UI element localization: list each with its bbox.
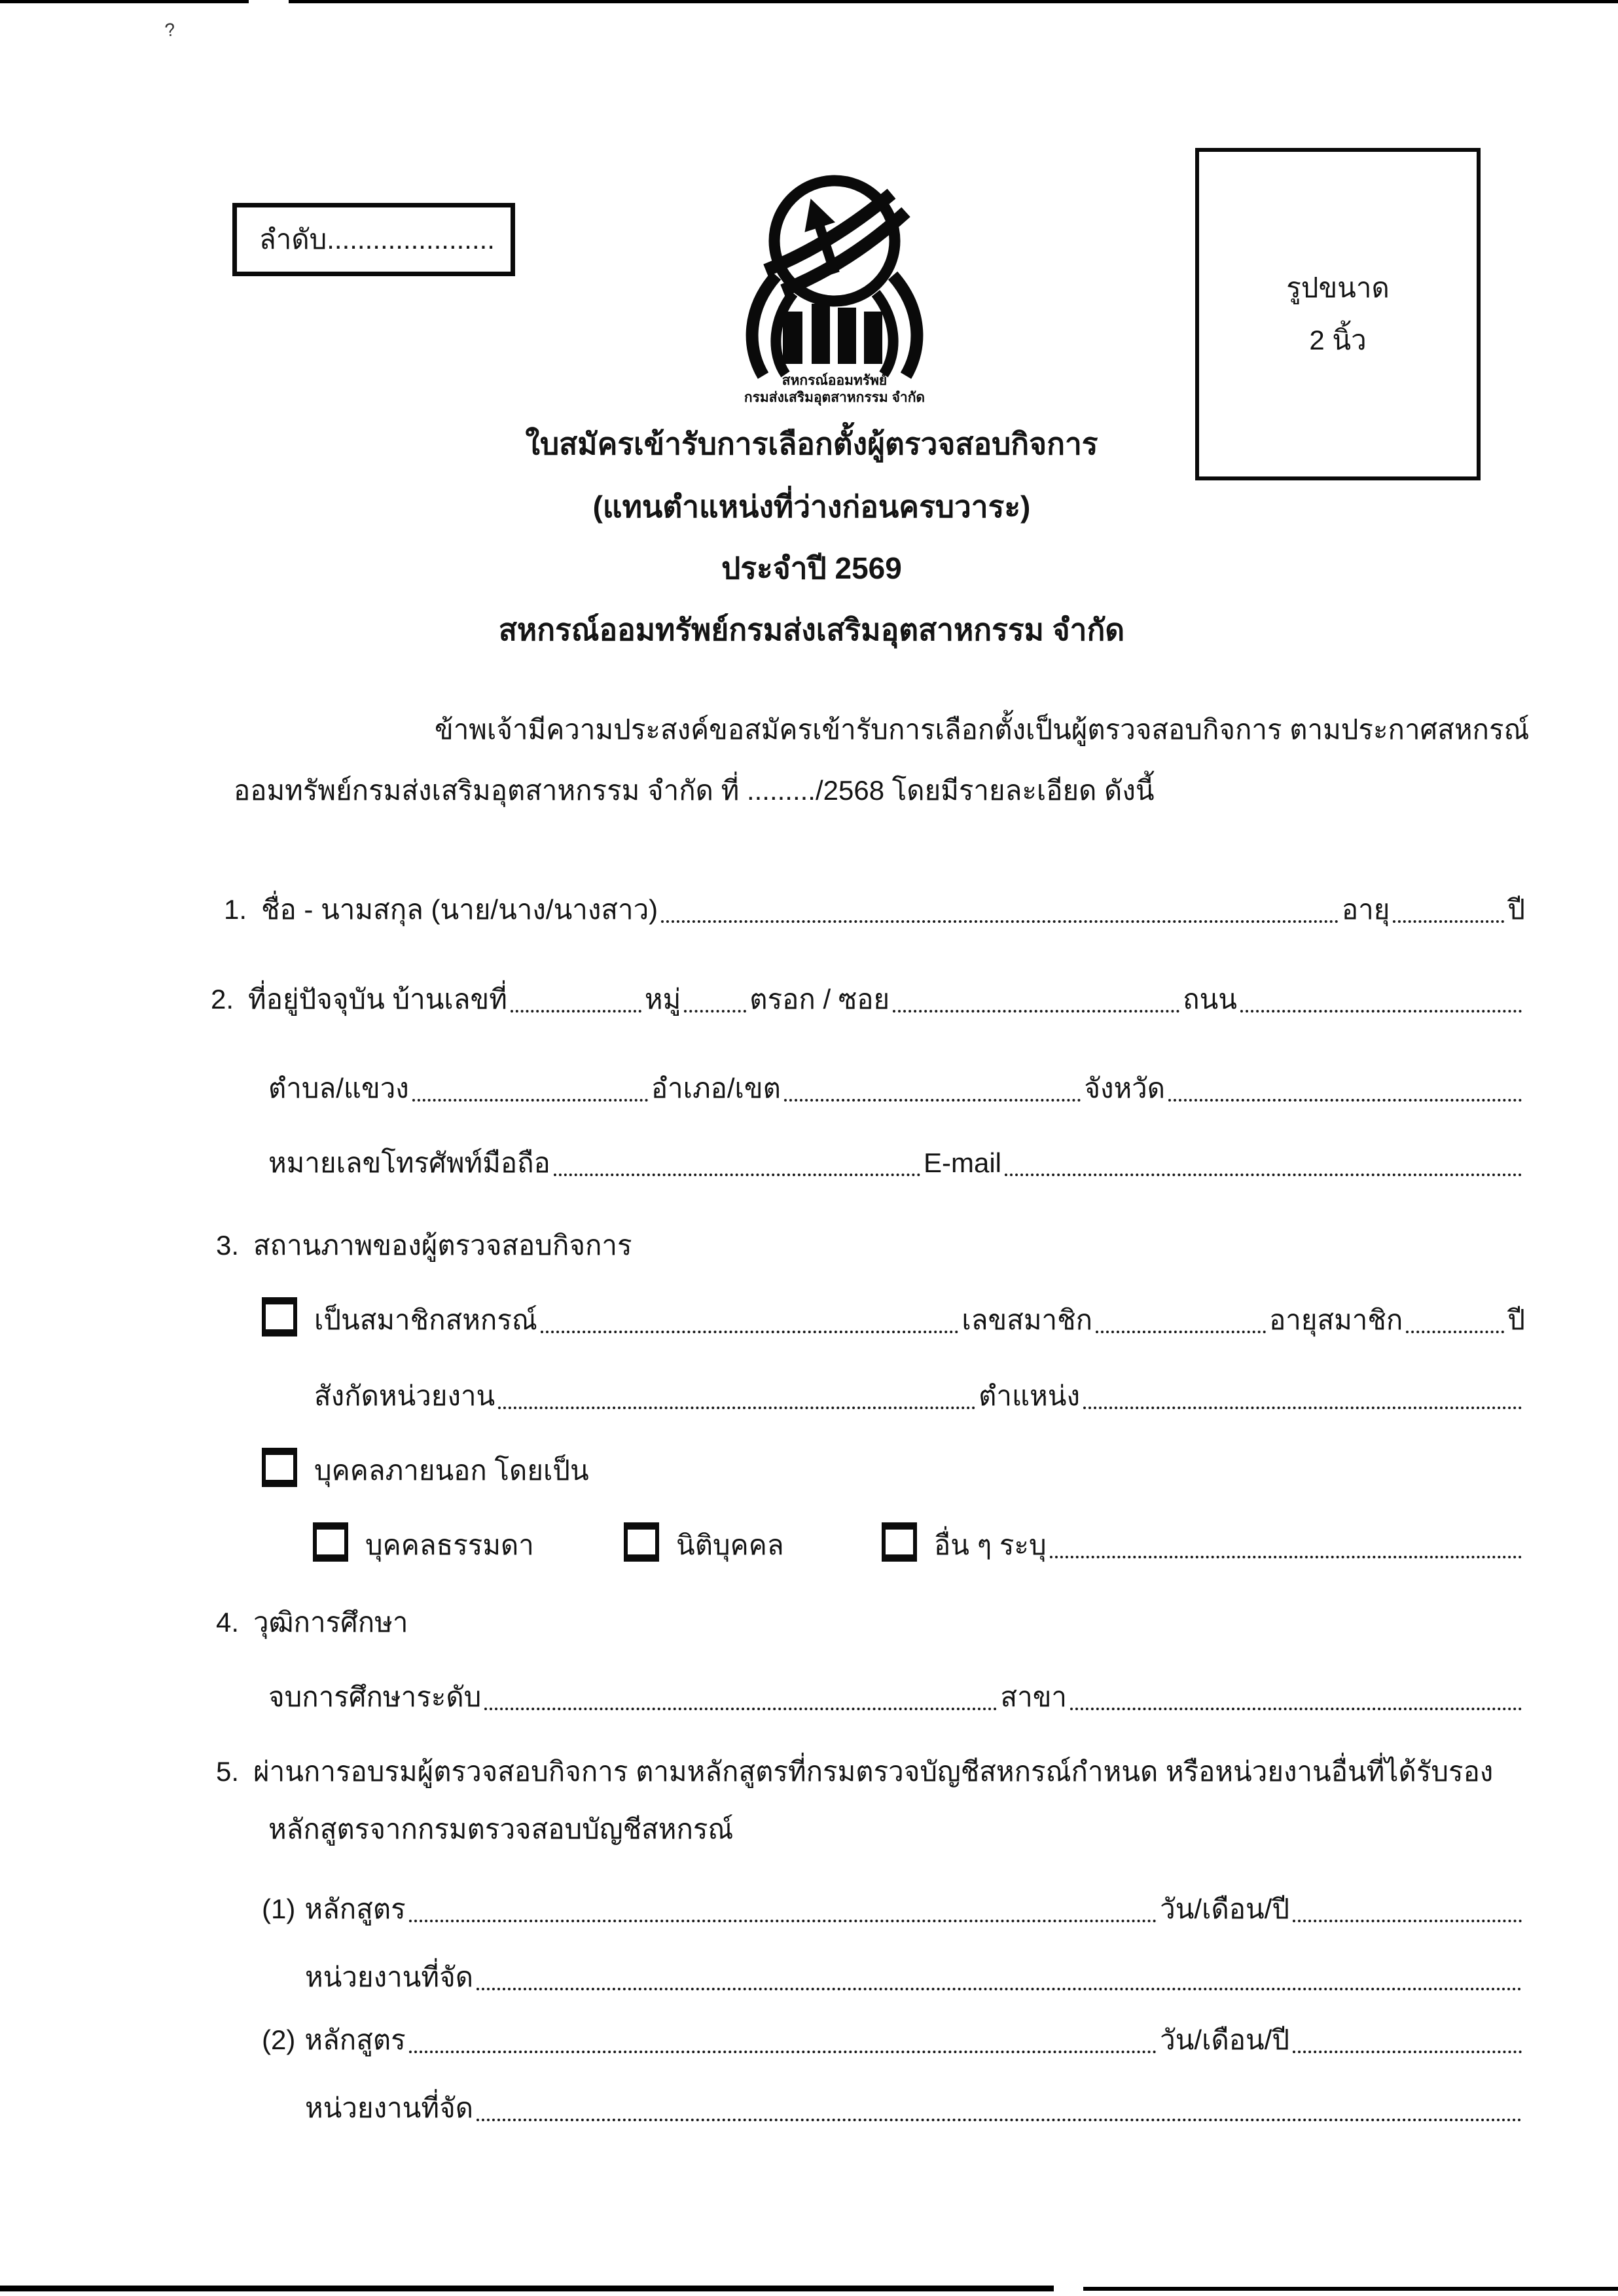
member-age-unit-label: ปี — [1507, 1304, 1525, 1336]
course1-date-label: วัน/เดือน/ปี — [1160, 1893, 1289, 1925]
course1-label: หลักสูตร — [304, 1893, 406, 1925]
field-row-degree — [268, 1674, 1525, 1716]
item3-number: 3. — [216, 1230, 240, 1261]
soi-label: ตรอก / ซอย — [749, 984, 890, 1015]
form-title-year: ประจำปี 2569 — [721, 551, 902, 585]
order-number-label: ลำดับ...................... — [259, 224, 495, 255]
field-row-course2 — [262, 2017, 1525, 2059]
member-label: เป็นสมาชิกสหกรณ์ — [314, 1304, 537, 1336]
outsider-label: บุคคลภายนอก โดยเป็น — [314, 1455, 589, 1486]
field-row-org1 — [305, 1954, 1525, 1996]
major-input-line[interactable] — [1070, 1708, 1522, 1710]
course2-label: หลักสูตร — [304, 2024, 406, 2056]
outsider-checkbox[interactable] — [262, 1448, 297, 1487]
unit-input-line[interactable] — [498, 1407, 975, 1409]
other-type-label: อื่น ๆ ระบุ — [934, 1530, 1047, 1561]
photo-size-value: 2 นิ้ว — [1309, 325, 1367, 355]
member-age-label: อายุสมาชิก — [1269, 1304, 1403, 1336]
position-input-line[interactable] — [1083, 1407, 1522, 1409]
age-label: อายุ — [1341, 894, 1390, 925]
member-name-input-line[interactable] — [541, 1331, 959, 1333]
field-row-course1 — [262, 1886, 1525, 1928]
org1-label: หน่วยงานที่จัด — [305, 1962, 473, 1993]
degree-label: จบการศึกษาระดับ — [268, 1681, 482, 1713]
other-type-input-line[interactable] — [1050, 1556, 1522, 1558]
position-label: ตำแหน่ง — [979, 1380, 1080, 1412]
field-row-education-header — [216, 1600, 408, 1641]
member-age-input-line[interactable] — [1406, 1331, 1504, 1333]
road-label: ถนน — [1183, 984, 1237, 1015]
phone-label: หมายเลขโทรศัพท์มือถือ — [268, 1147, 550, 1179]
natural-person-checkbox[interactable] — [313, 1522, 348, 1562]
training-header-line1: ผ่านการอบรมผู้ตรวจสอบกิจการ ตามหลักสูตรที่กรมตรวจบัญชีสหกรณ์กำหนด หรือหน่วยงานอื่นที่ได้รับรอง — [253, 1756, 1494, 1787]
course2-date-input-line[interactable] — [1293, 2051, 1522, 2053]
email-label: E-mail — [923, 1147, 1001, 1179]
cooperative-emblem-icon — [720, 169, 949, 406]
item5-number: 5. — [216, 1756, 240, 1787]
house-no-input-line[interactable] — [511, 1010, 641, 1013]
soi-input-line[interactable] — [893, 1010, 1179, 1013]
form-title-line2: (แทนตำแหน่งที่ว่างก่อนครบวาระ) — [592, 490, 1031, 524]
field-row-training-header — [216, 1749, 1493, 1791]
scan-artifact-top-right — [289, 0, 1618, 3]
logo-caption-line2: กรมส่งเสริมอุตสาหกรรม จำกัด — [744, 390, 926, 405]
course2-date-label: วัน/เดือน/ปี — [1160, 2024, 1289, 2056]
org2-input-line[interactable] — [476, 2119, 1522, 2121]
member-no-label: เลขสมาชิก — [962, 1304, 1093, 1336]
course1-input-line[interactable] — [409, 1920, 1157, 1922]
order-number-box[interactable] — [232, 203, 515, 276]
scan-artifact-bottom-left — [0, 2286, 1054, 2291]
juristic-person-checkbox[interactable] — [624, 1522, 659, 1562]
age-unit-label: ปี — [1507, 894, 1525, 925]
field-row-status-header — [216, 1223, 632, 1265]
logo-caption-line1: สหกรณ์ออมทรัพย์ — [782, 373, 888, 388]
member-no-input-line[interactable] — [1096, 1331, 1266, 1333]
course1-number: (1) — [262, 1893, 296, 1925]
org2-label: หน่วยงานที่จัด — [305, 2092, 473, 2124]
education-header-label: วุฒิการศึกษา — [253, 1607, 408, 1638]
item1-number: 1. — [224, 894, 247, 925]
field-row-org2 — [305, 2085, 1525, 2127]
age-input-line[interactable] — [1393, 920, 1504, 923]
unit-label: สังกัดหน่วยงาน — [314, 1380, 495, 1412]
field-row-member — [262, 1297, 1525, 1339]
phone-input-line[interactable] — [554, 1174, 920, 1176]
amphoe-label: อำเภอ/เขต — [651, 1073, 781, 1104]
photo-size-label: รูปขนาด — [1286, 272, 1390, 304]
moo-label: หมู่ — [644, 984, 681, 1015]
item2-number: 2. — [211, 984, 234, 1015]
org1-input-line[interactable] — [476, 1988, 1522, 1990]
intro-text-2: ออมทรัพย์กรมส่งเสริมอุตสาหกรรม จำกัด ที่ ........./2568 โดยมีรายละเอียด ดังนี้ — [234, 775, 1155, 806]
form-title-line1: ใบสมัครเข้ารับการเลือกตั้งผู้ตรวจสอบกิจการ — [525, 427, 1098, 461]
tambon-input-line[interactable] — [412, 1099, 648, 1102]
form-title-organization: สหกรณ์ออมทรัพย์กรมส่งเสริมอุตสาหกรรม จำกัด — [498, 613, 1125, 647]
field-row-outsider-types — [313, 1522, 1525, 1564]
name-input-line[interactable] — [661, 920, 1339, 923]
road-input-line[interactable] — [1240, 1010, 1522, 1013]
field-row-outsider — [262, 1448, 589, 1490]
intro-text-1: ข้าพเจ้ามีความประสงค์ขอสมัครเข้ารับการเลือกตั้งเป็นผู้ตรวจสอบกิจการ ตามประกาศสหกรณ์ — [435, 714, 1530, 745]
degree-input-line[interactable] — [484, 1708, 997, 1710]
status-header-label: สถานภาพของผู้ตรวจสอบกิจการ — [253, 1230, 632, 1261]
field-row-name — [224, 887, 1525, 929]
tambon-label: ตำบล/แขวง — [268, 1073, 409, 1104]
natural-person-label: บุคคลธรรมดา — [365, 1530, 534, 1561]
email-input-line[interactable] — [1005, 1174, 1522, 1176]
name-label: ชื่อ - นามสกุล (นาย/นาง/นางสาว) — [261, 894, 658, 925]
intro-paragraph-line2 — [234, 768, 1155, 810]
province-input-line[interactable] — [1168, 1099, 1522, 1102]
field-row-address — [211, 977, 1525, 1018]
training-header-line2: หลักสูตรจากกรมตรวจสอบบัญชีสหกรณ์ — [268, 1814, 734, 1845]
field-row-contact — [268, 1140, 1525, 1182]
scan-speck: ? — [163, 19, 177, 41]
field-row-district — [268, 1066, 1525, 1107]
member-checkbox[interactable] — [262, 1297, 297, 1336]
major-label: สาขา — [1000, 1681, 1067, 1713]
moo-input-line[interactable] — [684, 1010, 746, 1013]
field-row-training-header2 — [268, 1806, 733, 1848]
item4-number: 4. — [216, 1607, 240, 1638]
course2-input-line[interactable] — [409, 2051, 1157, 2053]
scan-artifact-bottom-right — [1083, 2287, 1618, 2291]
cooperative-logo — [720, 169, 949, 406]
field-row-unit — [314, 1373, 1525, 1415]
amphoe-input-line[interactable] — [784, 1099, 1081, 1102]
province-label: จังหวัด — [1084, 1073, 1165, 1104]
course1-date-input-line[interactable] — [1293, 1920, 1522, 1922]
juristic-person-label: นิติบุคคล — [676, 1530, 784, 1561]
course2-number: (2) — [262, 2024, 296, 2056]
other-type-checkbox[interactable] — [882, 1522, 917, 1562]
scan-artifact-top-left — [0, 0, 249, 3]
address-label: ที่อยู่ปัจจุบัน บ้านเลขที่ — [248, 984, 507, 1015]
intro-paragraph-line1 — [435, 707, 1530, 749]
